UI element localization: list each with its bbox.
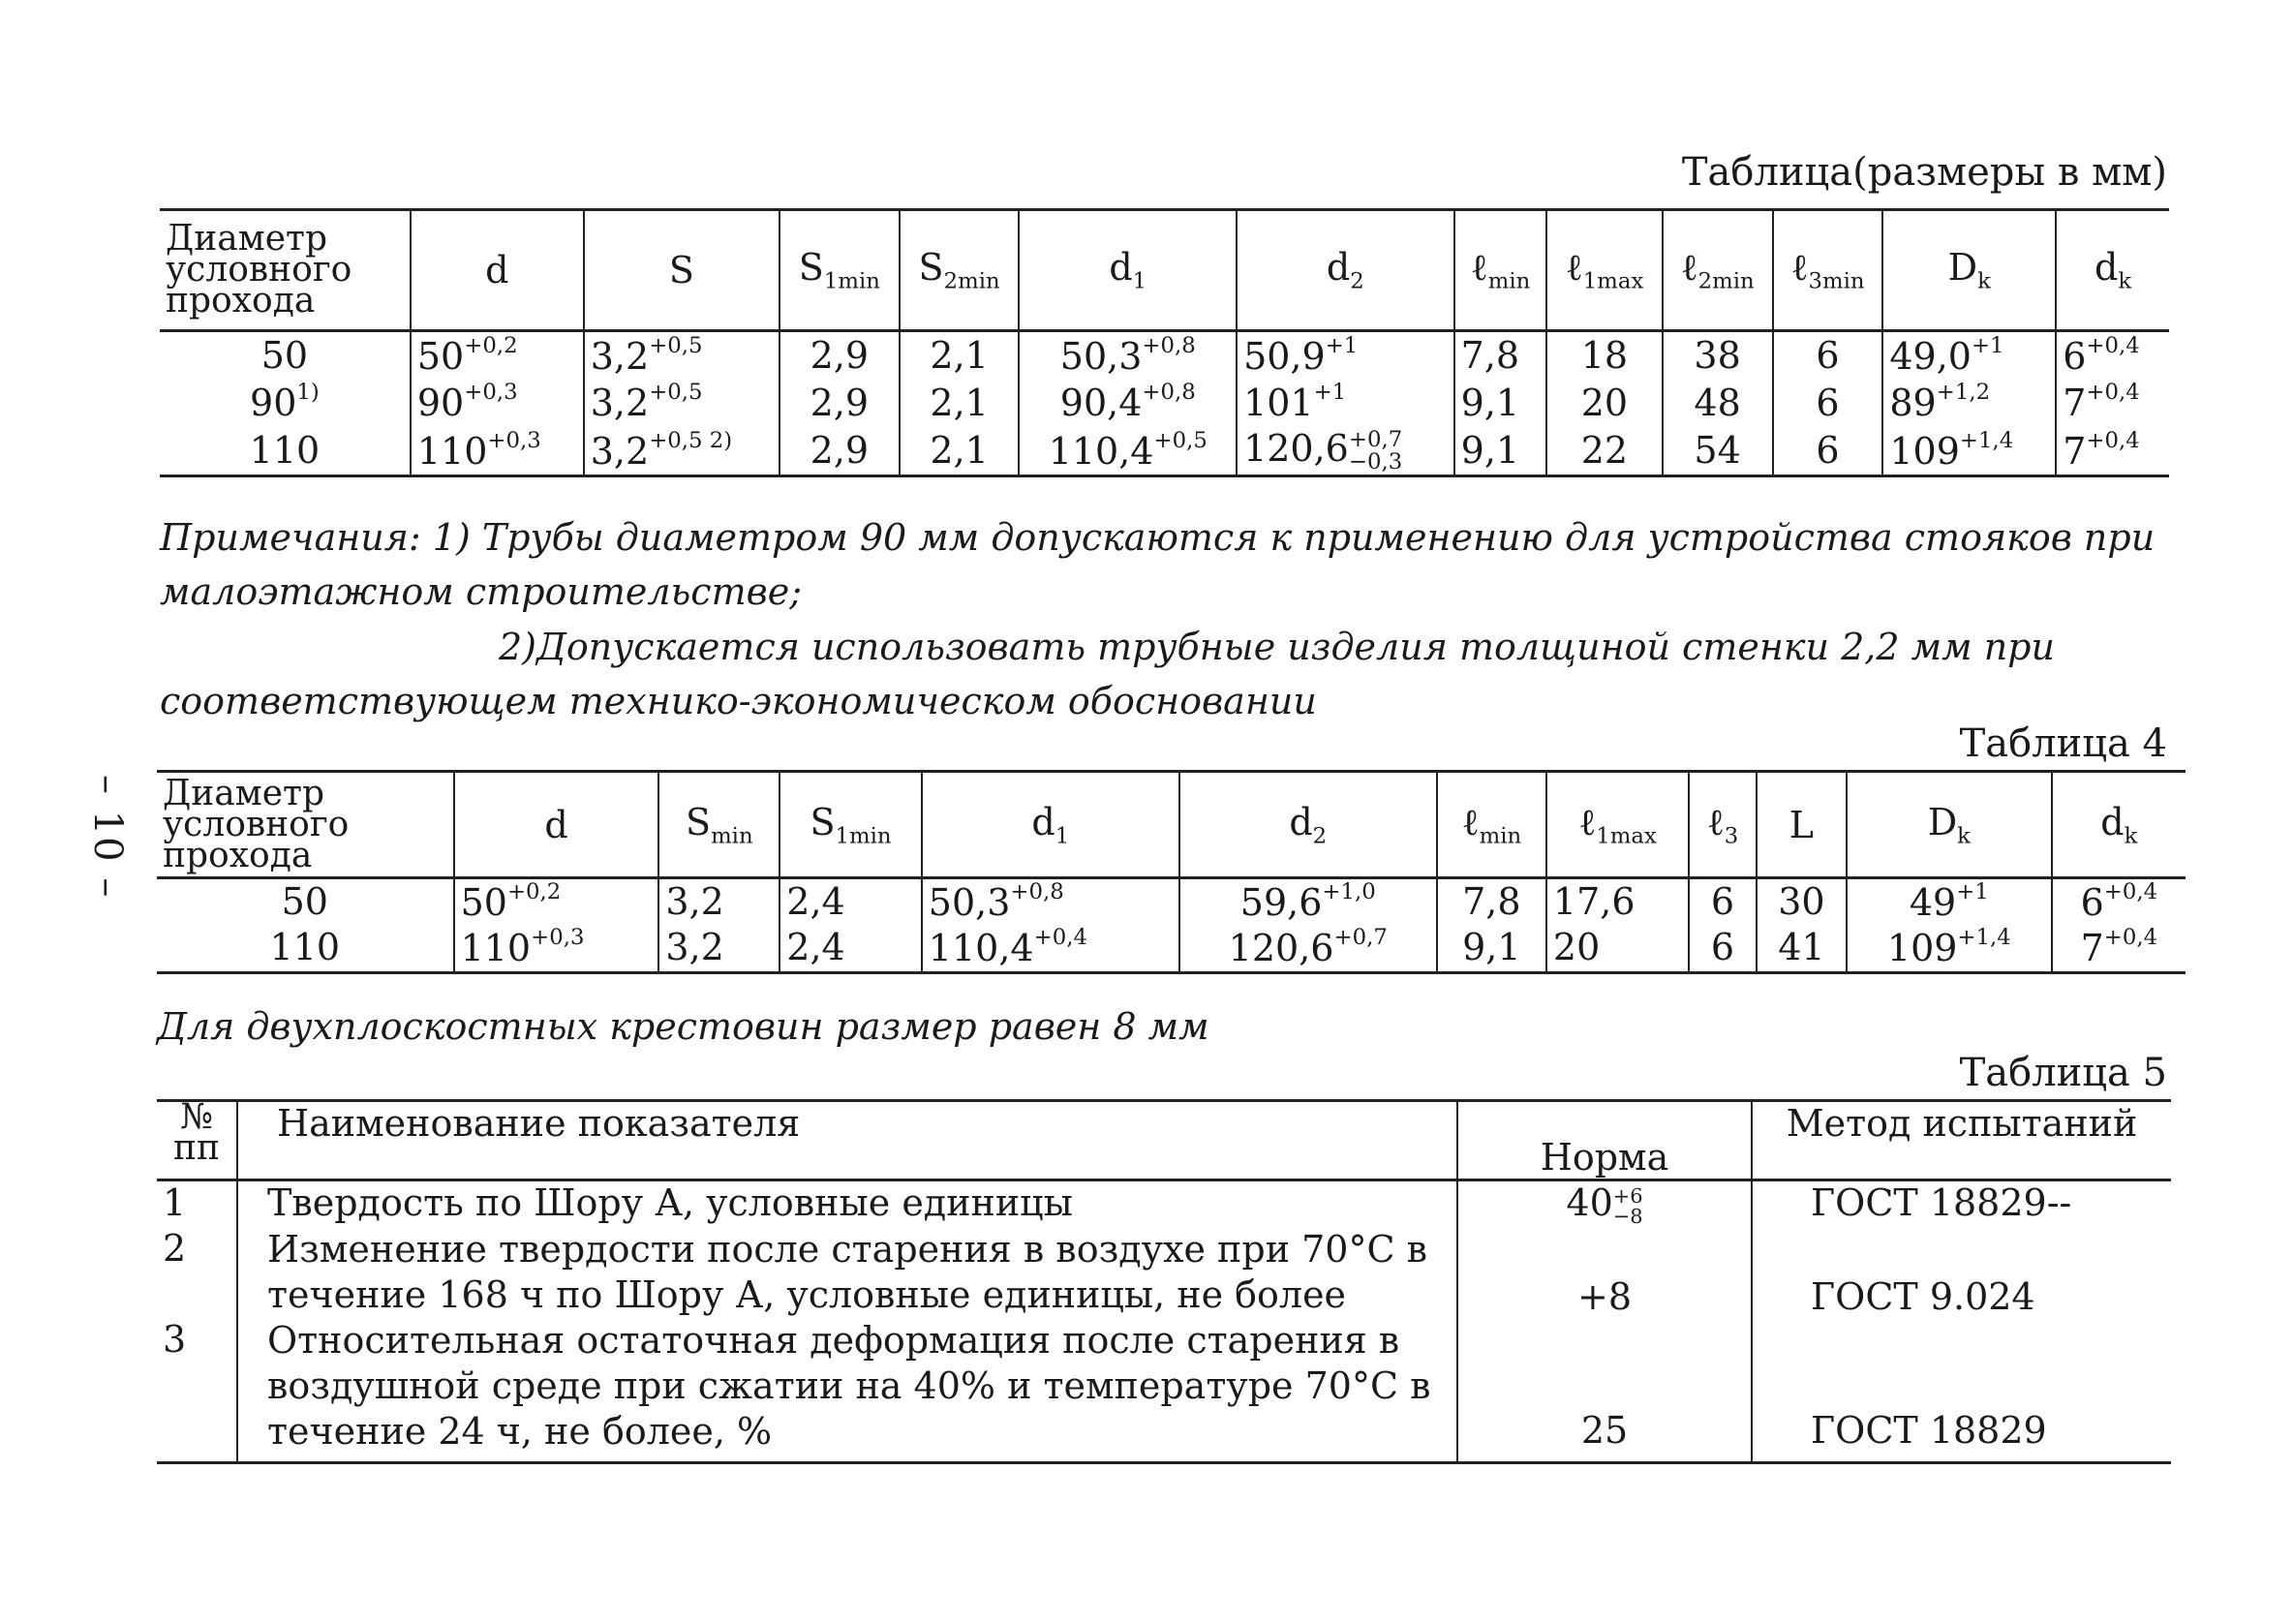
table3-cell: 6 — [1773, 426, 1883, 476]
table3-cell: 2,1 — [900, 426, 1020, 476]
table5-row-number: 2 — [163, 1226, 187, 1270]
table3-cell: $50^{+0,2}$ — [411, 331, 584, 380]
table4-cell: $59,6^{+1,0}$ — [1179, 878, 1437, 925]
table5-header-number: № пп — [157, 1101, 237, 1180]
table3-header-l3min: ℓ$_{3min}$ — [1773, 210, 1883, 331]
table3-cell: 90$^{1)}$ — [250, 380, 320, 425]
table3-header-s1min: $S_{1min}$ — [780, 210, 900, 331]
table5-header-method: Метод испытаний — [1752, 1101, 2171, 1180]
table3-cell: $6^{+0,4}$ — [2056, 331, 2169, 380]
table5-header-norm: Норма — [1457, 1101, 1752, 1180]
table3-cell: 120,6+0,7 −0,3 — [1237, 426, 1454, 476]
table4-cell: 41 — [1757, 924, 1847, 972]
table3-cell: $3,2^{+0,5 2)}$ — [584, 426, 780, 476]
table3-cell: $3,2^{+0,5}$ — [584, 380, 780, 426]
table4-cell: $6^{+0,4}$ — [2052, 878, 2186, 925]
table4-cell: $110^{+0,3}$ — [454, 924, 659, 972]
table3-cell: $109^{+1,4}$ — [1882, 426, 2056, 476]
table4-cell: 20 — [1546, 924, 1689, 972]
table4-header-l: L — [1757, 772, 1847, 878]
table3-cell: $101^{+1}$ — [1237, 380, 1454, 426]
table4-header-d2: $d_2$ — [1179, 772, 1437, 878]
table3-header-d: d — [411, 210, 584, 331]
table4-cell: $49^{+1}$ — [1847, 878, 2052, 925]
table3-cell: 9,1 — [1454, 426, 1547, 476]
table3-cell: 9,1 — [1454, 380, 1547, 426]
table5-row-norm: 40+6 −8 — [1457, 1180, 1752, 1227]
table4-cell: 2,4 — [780, 878, 922, 925]
table4-header-d1: $d_1$ — [922, 772, 1179, 878]
table4-header-smin: $S_{min}$ — [658, 772, 780, 878]
table4-cell: 6 — [1689, 924, 1757, 972]
table4-cell: 3,2 — [658, 878, 780, 925]
table3-cell: 2,9 — [780, 426, 900, 476]
table3-cell: 50 — [260, 334, 309, 378]
table3-cell: 2,1 — [900, 331, 1020, 380]
table3-header-diameter: Диаметр условного прохода — [160, 210, 411, 331]
table3-cell: $7^{+0,4}$ — [2056, 380, 2169, 426]
table4-cell: 17,6 — [1546, 878, 1689, 925]
table3-cell: 6 — [1773, 380, 1883, 426]
table3-cell: $89^{+1,2}$ — [1882, 380, 2056, 426]
table3-cell: 48 — [1663, 380, 1773, 426]
table5-row-method: ГОСТ 18829 — [1752, 1318, 2171, 1463]
table4-cell: $7^{+0,4}$ — [2052, 924, 2186, 972]
table4 — [157, 770, 2186, 974]
table3-cell: $49,0^{+1}$ — [1882, 331, 2056, 380]
table5-header-name: Наименование показателя — [237, 1101, 1457, 1180]
table5 — [157, 1099, 2171, 1464]
table4-header-diameter: Диаметр условного прохода — [157, 772, 454, 878]
table4-cell: $110,4^{+0,4}$ — [922, 924, 1179, 972]
table3-header-s2min: $S_{2min}$ — [900, 210, 1020, 331]
table3-header-d2: $d_2$ — [1237, 210, 1454, 331]
table4-cell: $120,6^{+0,7}$ — [1179, 924, 1437, 972]
table3-cell: $50,3^{+0,8}$ — [1019, 331, 1237, 380]
table5-row-norm: +8 — [1457, 1227, 1752, 1318]
note-line-4: соответствующем технико-экономическом обосновании — [160, 680, 1317, 722]
table4-cell: 6 — [1689, 878, 1757, 925]
table5-row-name: Твердость по Шору А, условные единицы — [237, 1180, 1457, 1227]
table3-cell: $110^{+0,3}$ — [411, 426, 584, 476]
table4-header-d: d — [454, 772, 659, 878]
page-number: – 10 – — [85, 775, 130, 900]
table4-cell: 50 — [281, 880, 328, 924]
table5-row-name: Изменение твердости после старения в воздухе при 70°С в течение 168 ч по Шору А, условные единицы, не более — [237, 1227, 1457, 1318]
table4-header-dk-lower: $d_k$ — [2052, 772, 2186, 878]
note-crosspiece: Для двухплоскостных крестовин размер равен 8 мм — [157, 1005, 1209, 1048]
table5-row-name: Относительная остаточная деформация после старения в воздушной среде при сжатии на 40% и температуре 70°С в течение 24 ч, не более, % — [237, 1318, 1457, 1463]
table4-cell: 110 — [157, 924, 454, 972]
table3-header-lmin: ℓ$_{min}$ — [1454, 210, 1547, 331]
table3-cell: 38 — [1663, 331, 1773, 380]
table3-header-dk-lower: $d_k$ — [2056, 210, 2169, 331]
table4-header-l1max: ℓ$_{1max}$ — [1546, 772, 1689, 878]
note-line-1: Примечания: 1) Трубы диаметром 90 мм допускаются к применению для устройства стояков при — [160, 516, 2155, 559]
table5-row-method: ГОСТ 9.024 — [1752, 1227, 2171, 1318]
table3-cell: $7^{+0,4}$ — [2056, 426, 2169, 476]
table5-caption: Таблица 5 — [1959, 1051, 2167, 1095]
table4-header-lmin: ℓ$_{min}$ — [1437, 772, 1546, 878]
table3-cell: 110 — [160, 426, 411, 476]
table3-header-d1: $d_1$ — [1019, 210, 1237, 331]
table4-cell: 9,1 — [1437, 924, 1546, 972]
table3-cell: $110,4^{+0,5}$ — [1019, 426, 1237, 476]
table4-caption: Таблица 4 — [1959, 721, 2167, 766]
table3-cell: 7,8 — [1454, 331, 1547, 380]
table4-cell: 7,8 — [1437, 878, 1546, 925]
table3-header-dk-upper: $D_k$ — [1882, 210, 2056, 331]
table5-row-norm: 25 — [1457, 1318, 1752, 1463]
table3-header-l2min: ℓ$_{2min}$ — [1663, 210, 1773, 331]
table4-header-l3: ℓ$_3$ — [1689, 772, 1757, 878]
table3-cell: 2,9 — [780, 331, 900, 380]
table4-cell: $109^{+1,4}$ — [1847, 924, 2052, 972]
table4-cell: $50,3^{+0,8}$ — [922, 878, 1179, 925]
table3-cell: $50,9^{+1}$ — [1237, 331, 1454, 380]
table3-header-l1max: ℓ$_{1max}$ — [1546, 210, 1662, 331]
note-line-2: малоэтажном строительстве; — [160, 570, 803, 613]
table4-cell: $50^{+0,2}$ — [454, 878, 659, 925]
table3-header-s: S — [584, 210, 780, 331]
table3-cell: 2,1 — [900, 380, 1020, 426]
table3-cell: 18 — [1546, 331, 1662, 380]
table3-cell: $3,2^{+0,5}$ — [584, 331, 780, 380]
table4-header-s1min: $S_{1min}$ — [780, 772, 922, 878]
table3-cell: 20 — [1546, 380, 1662, 426]
table3-cell: 2,9 — [780, 380, 900, 426]
table4-cell: 3,2 — [658, 924, 780, 972]
table3-cell: $90^{+0,3}$ — [411, 380, 584, 426]
table3-cell: 6 — [1773, 331, 1883, 380]
table4-header-dk-upper: $D_k$ — [1847, 772, 2052, 878]
table4-cell: 30 — [1757, 878, 1847, 925]
table4-cell: 2,4 — [780, 924, 922, 972]
table3-cell: $90,4^{+0,8}$ — [1019, 380, 1237, 426]
table3 — [160, 208, 2169, 477]
note-line-3: 2)Допускается использовать трубные изделия толщиной стенки 2,2 мм при — [499, 626, 2055, 668]
table5-row-number: 3 — [157, 1318, 237, 1463]
table3-cell: 54 — [1663, 426, 1773, 476]
table5-row-number: 1 — [163, 1181, 187, 1224]
table3-caption: Таблица(размеры в мм) — [1681, 150, 2167, 195]
table3-cell: 22 — [1546, 426, 1662, 476]
table5-row-method: ГОСТ 18829-- — [1752, 1180, 2171, 1227]
